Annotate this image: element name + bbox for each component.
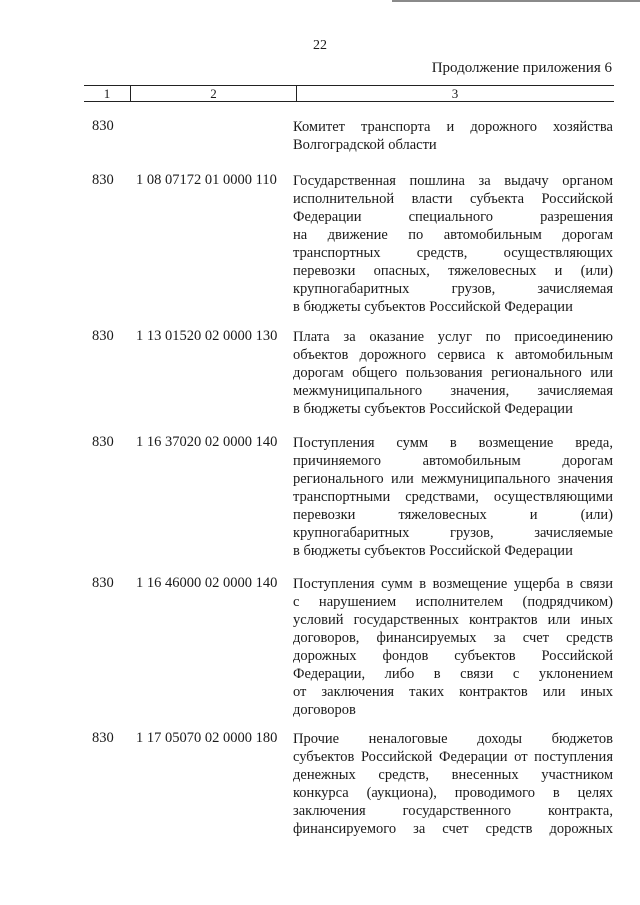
budget-code: 1 13 01520 02 0000 130 (136, 328, 278, 344)
budget-code: 1 16 46000 02 0000 140 (136, 575, 278, 591)
description-line: дорожных фондов субъектов Российской (293, 648, 613, 664)
description-line: Комитет транспорта и дорожного хозяйства (293, 119, 613, 135)
description-line: Государственная пошлина за выдачу органом (293, 173, 613, 189)
budget-code: 1 08 07172 01 0000 110 (136, 172, 277, 188)
header-col-3: 3 (451, 86, 459, 101)
description-line: с нарушением исполнителем (подрядчиком) (293, 594, 613, 610)
description-line: крупногабаритных грузов, зачисляемые (293, 525, 613, 541)
income-description (293, 118, 613, 154)
description-line: Волгоградской области (293, 137, 437, 153)
admin-code: 830 (92, 434, 114, 450)
description-line: Прочие неналоговые доходы бюджетов (293, 731, 613, 747)
admin-code: 830 (92, 730, 114, 746)
description-line: объектов дорожного сервиса к автомобильным (293, 347, 613, 363)
income-description (293, 575, 613, 719)
description-line: в бюджеты субъектов Российской Федерации (293, 401, 573, 417)
description-line: Федерации специального разрешения (293, 209, 613, 225)
header-col-2: 2 (130, 86, 297, 101)
scan-edge-line (392, 0, 640, 2)
description-line: договоров, финансируемых за счет средств (293, 630, 613, 646)
description-line: в бюджеты субъектов Российской Федерации (293, 543, 573, 559)
description-line: исполнительной власти субъекта Российской (293, 191, 613, 207)
income-description (293, 172, 613, 316)
description-line: Федерации, либо в связи с уклонением (293, 666, 613, 682)
description-line: денежных средств, внесенных участником (293, 767, 613, 783)
description-line: на движение по автомобильным дорогам (293, 227, 613, 243)
description-line: Поступления сумм в возмещение ущерба в связи (293, 576, 613, 592)
description-line: транспортными средствами, осуществляющими (293, 489, 613, 505)
description-line: Плата за оказание услуг по присоединению (293, 329, 613, 345)
description-line: финансируемого за счет средств дорожных (293, 821, 613, 837)
admin-code: 830 (92, 118, 114, 134)
description-line: межмуниципального значения, зачисляемая (293, 383, 613, 399)
description-line: Поступления сумм в возмещение вреда, (293, 435, 613, 451)
page-number: 22 (313, 38, 327, 53)
description-line: крупногабаритных грузов, зачисляемая (293, 281, 613, 297)
budget-code: 1 16 37020 02 0000 140 (136, 434, 278, 450)
description-line: от заключения таких контрактов или иных (293, 684, 613, 700)
income-description (293, 434, 613, 560)
description-line: регионального или межмуниципального значения (293, 471, 613, 487)
admin-code: 830 (92, 172, 114, 188)
income-description (293, 328, 613, 418)
budget-code: 1 17 05070 02 0000 180 (136, 730, 278, 746)
description-line: договоров (293, 702, 356, 718)
description-line: причиняемого автомобильным дорогам (293, 453, 613, 469)
admin-code: 830 (92, 328, 114, 344)
description-line: субъектов Российской Федерации от поступления (293, 749, 613, 765)
continuation-title: Продолжение приложения 6 (431, 60, 612, 76)
header-col-1: 1 (103, 86, 111, 101)
description-line: в бюджеты субъектов Российской Федерации (293, 299, 573, 315)
description-line: дорогам общего пользования регионального или (293, 365, 613, 381)
description-line: условий государственных контрактов или иных (293, 612, 613, 628)
description-line: заключения государственного контракта, (293, 803, 613, 819)
description-line: конкурса (аукциона), проводимого в целях (293, 785, 613, 801)
income-description (293, 730, 613, 838)
table-header (84, 85, 614, 102)
admin-code: 830 (92, 575, 114, 591)
description-line: транспортных средств, осуществляющих (293, 245, 613, 261)
description-line: перевозки тяжеловесных и (или) (293, 507, 613, 523)
description-line: перевозки опасных, тяжеловесных и (или) (293, 263, 613, 279)
